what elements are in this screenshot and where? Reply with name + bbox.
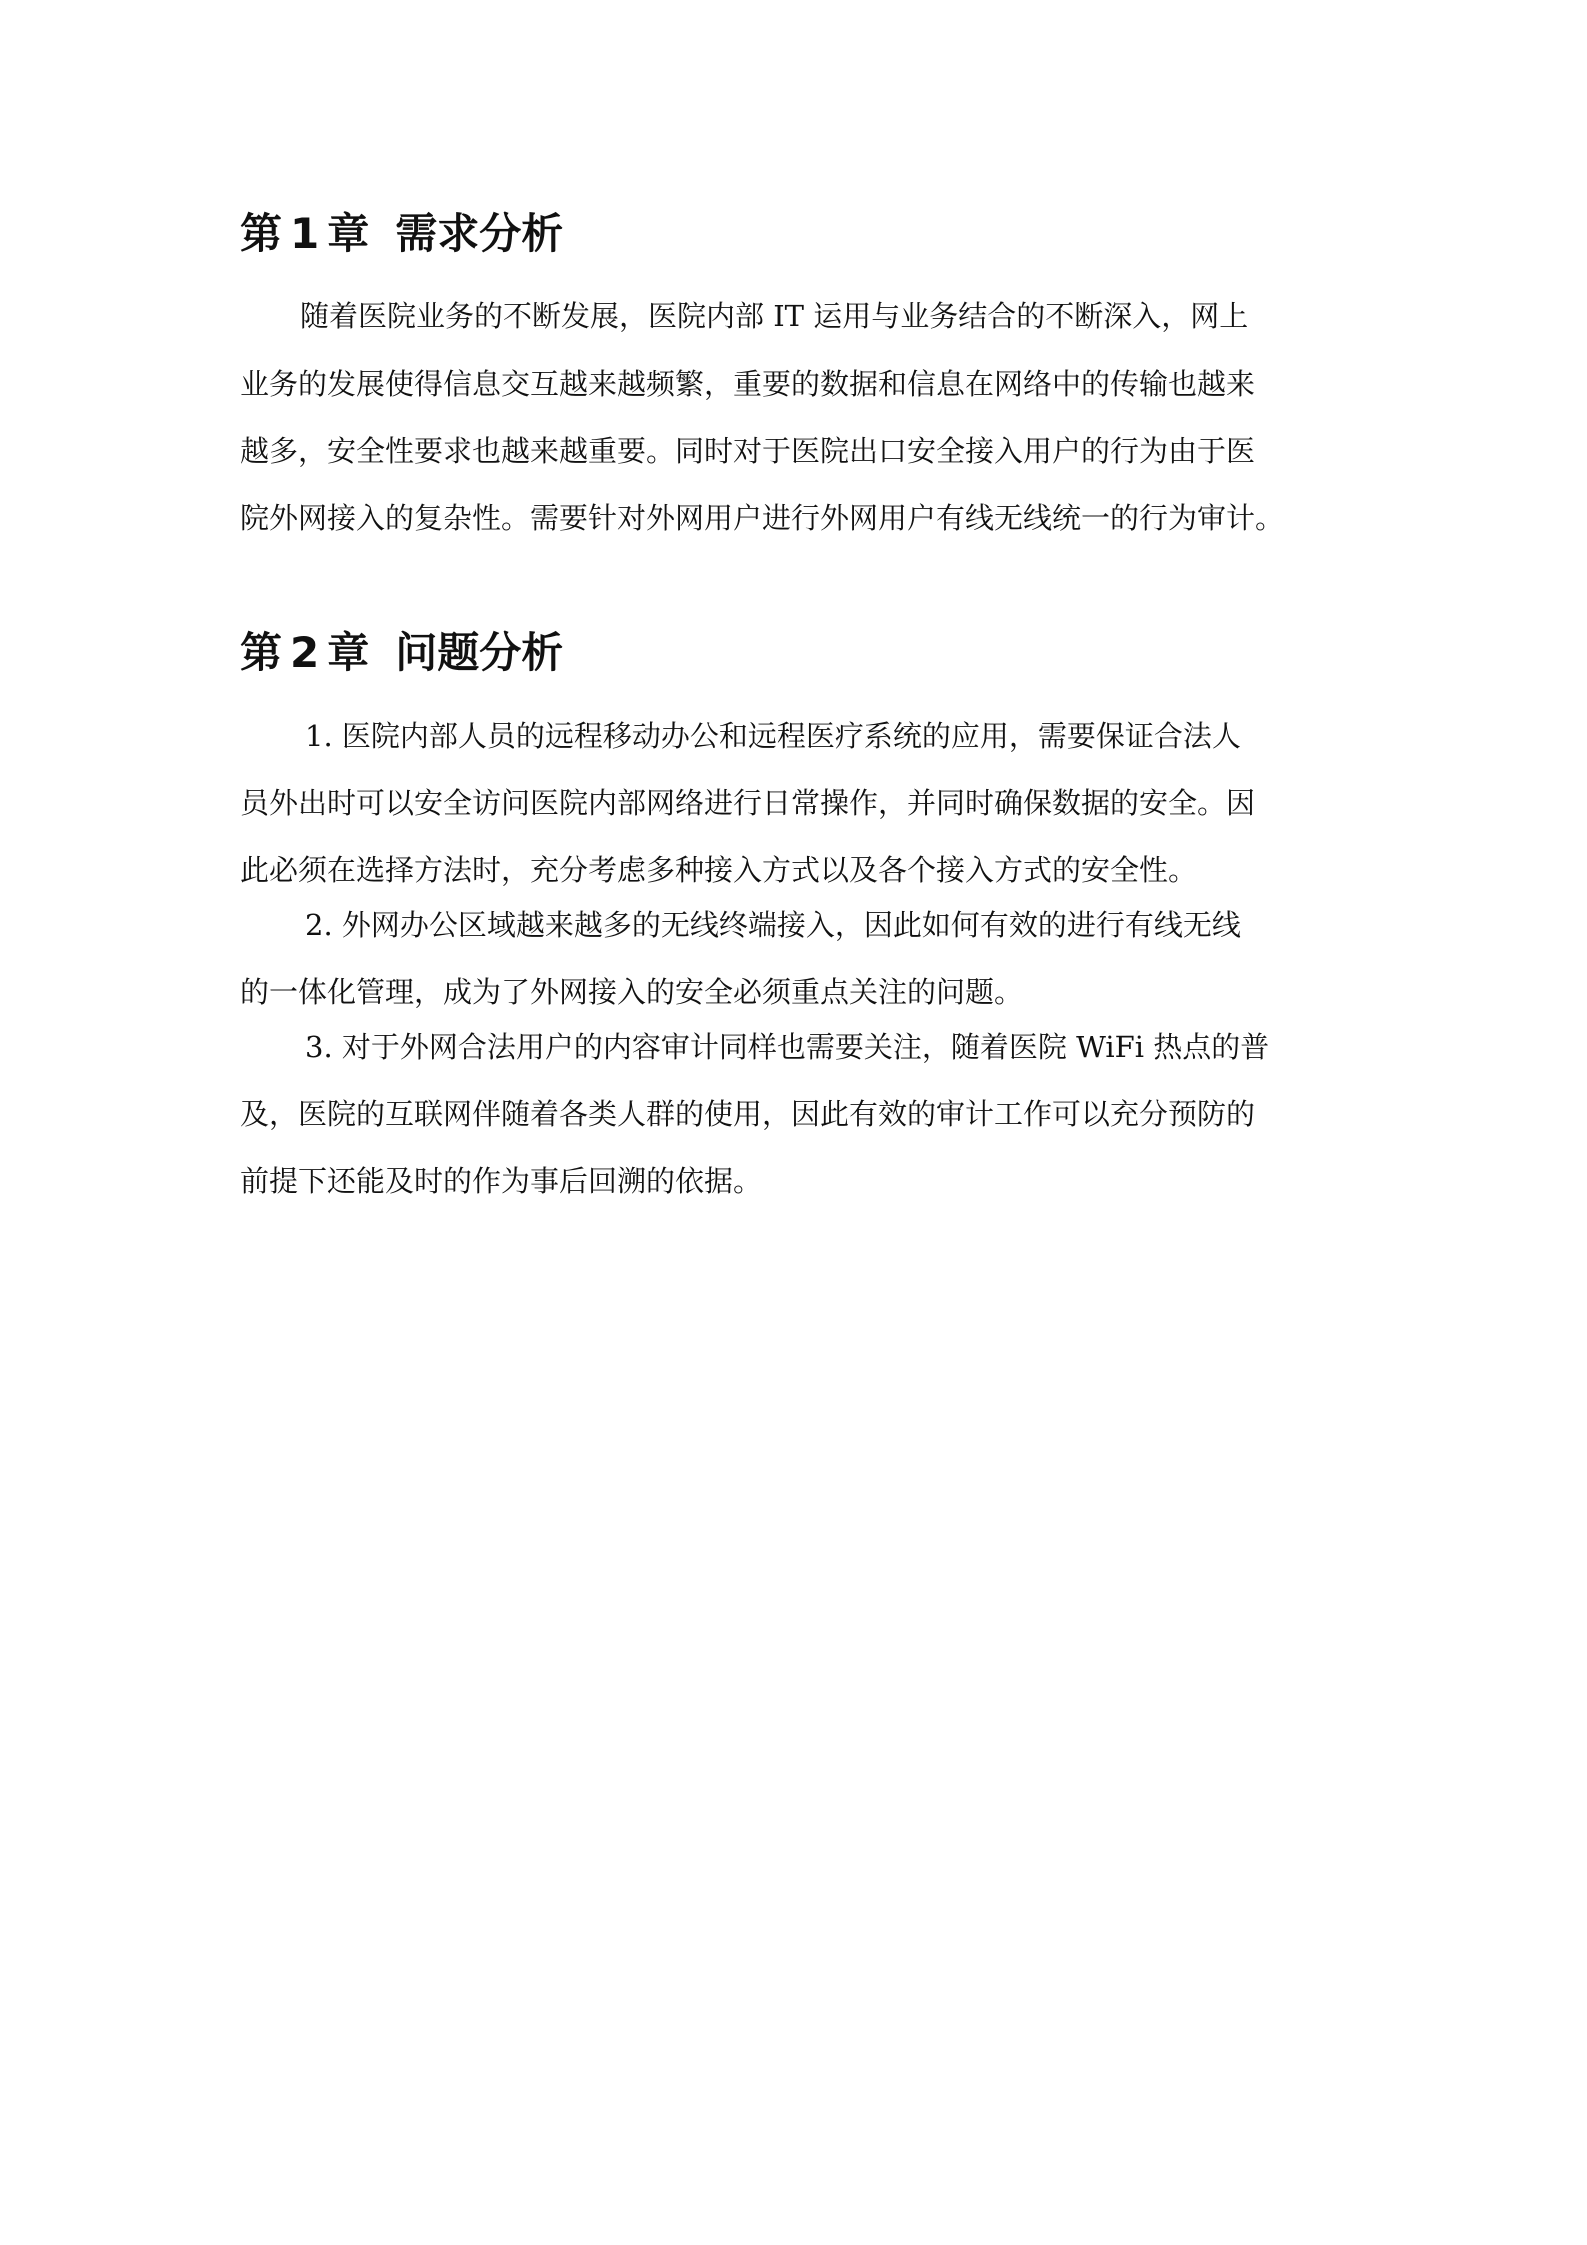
chapter-2-title: 问题分析 (395, 628, 564, 677)
chapter-1-prefix: 第 (240, 209, 283, 258)
chapter-1-suffix: 章 (327, 209, 370, 258)
chapter-1-paragraph-line: 业务的发展使得信息交互越来越频繁，重要的数据和信息在网络中的传输也越来 (240, 367, 1256, 401)
chapter-1-paragraph-line: 随着医院业务的不断发展，医院内部 IT 运用与业务结合的不断深入，网上 (300, 299, 1249, 333)
chapter-1-heading (240, 209, 564, 258)
list-item-1-line: 1. 医院内部人员的远程移动办公和远程医疗系统的应用，需要保证合法人 (305, 719, 1241, 753)
list-item-2-line: 2. 外网办公区域越来越多的无线终端接入，因此如何有效的进行有线无线 (305, 908, 1241, 942)
list-item-3-line: 前提下还能及时的作为事后回溯的依据。 (240, 1164, 763, 1198)
chapter-2-prefix: 第 (240, 628, 283, 677)
list-item-1-line: 此必须在选择方法时，充分考虑多种接入方式以及各个接入方式的安全性。 (240, 853, 1198, 887)
list-item-2-line: 的一体化管理，成为了外网接入的安全必须重点关注的问题。 (240, 975, 1024, 1009)
chapter-1-number: 1 (290, 209, 320, 258)
list-item-3-line: 及，医院的互联网伴随着各类人群的使用，因此有效的审计工作可以充分预防的 (240, 1097, 1256, 1131)
chapter-2-heading (240, 628, 564, 677)
chapter-2-number: 2 (290, 628, 320, 677)
list-item-3-line: 3. 对于外网合法用户的内容审计同样也需要关注，随着医院 WiFi 热点的普 (305, 1030, 1270, 1064)
list-item-1-line: 员外出时可以安全访问医院内部网络进行日常操作，并同时确保数据的安全。因 (240, 786, 1256, 820)
chapter-1-paragraph-line: 越多，安全性要求也越来越重要。同时对于医院出口安全接入用户的行为由于医 (240, 434, 1256, 468)
chapter-1-paragraph-line: 院外网接入的复杂性。需要针对外网用户进行外网用户有线无线统一的行为审计。 (240, 501, 1285, 535)
chapter-2-suffix: 章 (327, 628, 370, 677)
chapter-1-title: 需求分析 (395, 209, 564, 258)
